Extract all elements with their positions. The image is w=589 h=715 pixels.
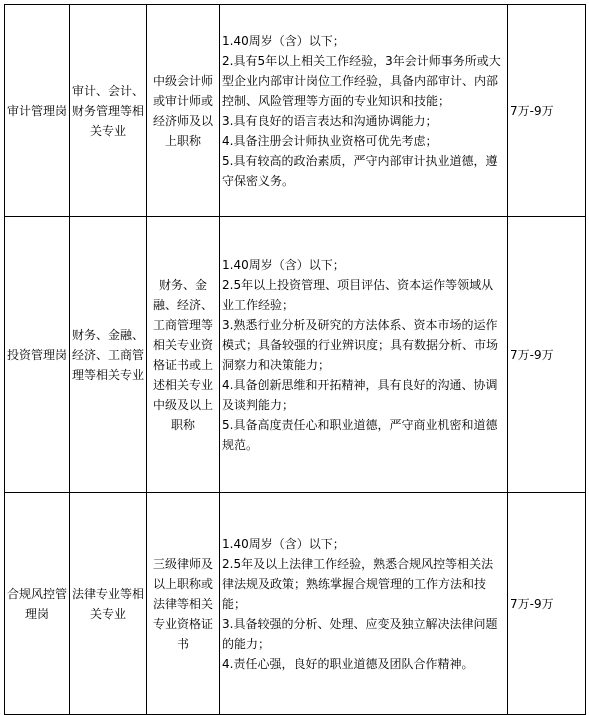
requirement-item: 1.40周岁（含）以下； [222,257,345,272]
salary-cell: 7万-9万 [508,493,586,715]
position-name-cell: 投资管理岗 [5,217,70,493]
table-row [5,217,586,493]
requirement-item: 3.具备较强的分析、处理、应变及独立解决法律问题的能力； [222,616,498,651]
requirements-cell [220,217,508,493]
professional-title-cell: 财务、金融、经济、工商管理等相关专业资格证书或上述相关专业中级及以上职称 [147,217,220,493]
position-name-cell: 审计管理岗 [5,5,70,217]
professional-title-cell: 三级律师及以上职称或法律等相关专业资格证书 [147,493,220,715]
position-name-cell: 合规风控管理岗 [5,493,70,715]
requirement-item: 1.40周岁（含）以下； [222,33,345,48]
salary-cell: 7万-9万 [508,5,586,217]
requirement-item: 2.5年及以上法律工作经验，熟悉合规风控等相关法律法规及政策；熟练掌握合规管理的工作方法和技能； [222,556,494,611]
job-requirements-table [4,4,586,715]
table-row [5,493,586,715]
salary-cell: 7万-9万 [508,217,586,493]
requirement-item: 3.具有良好的语言表达和沟通协调能力； [222,113,438,128]
requirement-item: 1.40周岁（含）以下； [222,536,345,551]
major-cell: 财务、金融、经济、工商管理等相关专业 [70,217,147,493]
major-cell: 审计、会计、财务管理等相关专业 [70,5,147,217]
major-cell: 法律专业等相关专业 [70,493,147,715]
requirement-item: 4.责任心强，良好的职业道德及团队合作精神。 [222,656,474,671]
requirement-item: 3.熟悉行业分析及研究的方法体系、资本市场的运作模式；具备较强的行业辨识度；具有数据分析、市场洞察力和决策能力； [222,317,499,372]
table-row [5,5,586,217]
requirement-item: 2.具有5年以上相关工作经验，3年会计师事务所或大型企业内部审计岗位工作经验，具备内部审计、内部控制、风险管理等方面的专业知识和技能； [222,53,501,108]
requirement-item: 5.具备高度责任心和职业道德，严守商业机密和道德规范。 [222,417,498,452]
requirement-item: 4.具备创新思维和开拓精神，具有良好的沟通、协调及谈判能力； [222,377,498,412]
requirement-item: 2.5年以上投资管理、项目评估、资本运作等领域从业工作经验； [222,277,494,312]
professional-title-cell: 中级会计师或审计师或经济师及以上职称 [147,5,220,217]
requirements-cell [220,493,508,715]
requirement-item: 4.具备注册会计师执业资格可优先考虑； [222,133,438,148]
requirements-cell [220,5,508,217]
requirement-item: 5.具有较高的政治素质，严守内部审计执业道德，遵守保密义务。 [222,153,498,188]
